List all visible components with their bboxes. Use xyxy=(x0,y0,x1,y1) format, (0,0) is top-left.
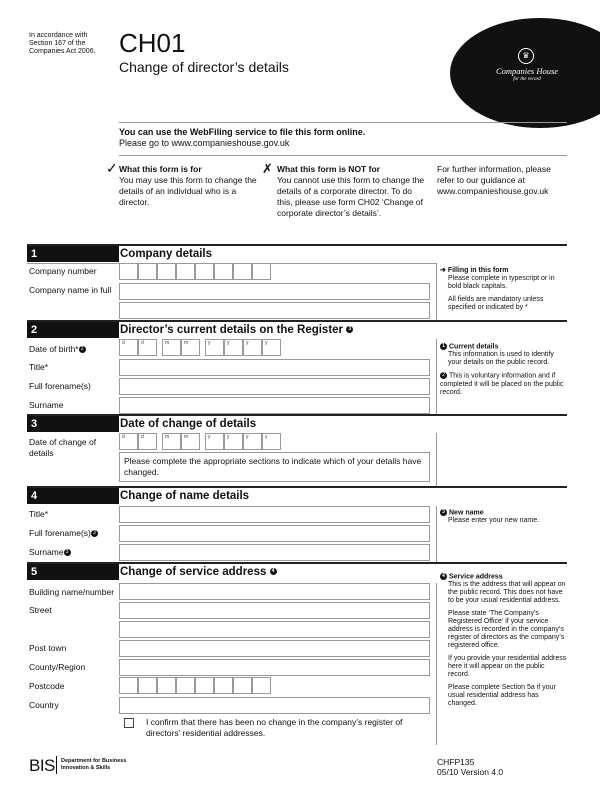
dob-input[interactable] xyxy=(119,339,281,356)
section-1-title: Company details xyxy=(120,248,213,260)
company-name-input[interactable] xyxy=(119,283,430,300)
char-cell[interactable] xyxy=(195,677,214,694)
digit-cell[interactable] xyxy=(214,263,233,280)
digit-cell[interactable] xyxy=(176,263,195,280)
date-cell[interactable]: d xyxy=(138,339,157,356)
char-cell[interactable] xyxy=(214,677,233,694)
note-filling-text: Please complete in typescript or in bold black capitals. xyxy=(448,275,555,290)
note-new-name-text: Please enter your new name. xyxy=(448,517,540,525)
note-filling-title xyxy=(440,267,567,275)
char-cell[interactable] xyxy=(176,677,195,694)
webfiling-heading: You can use the WebFiling service to file this form online. xyxy=(119,127,366,137)
new-forenames-label-text: Full forename(s) xyxy=(29,528,91,538)
forenames-input[interactable] xyxy=(119,378,430,395)
country-label: Country xyxy=(29,700,59,710)
note-mandatory-text: All fields are mandatory unless specified or indicated by * xyxy=(448,296,544,311)
section-3-title: Date of change of details xyxy=(120,418,257,430)
not-for-text: You cannot use this form to change the details of a corporate director. To do this, please use form CH02 ‘Change of corporate director’s details’. xyxy=(277,175,425,218)
new-forenames-input[interactable] xyxy=(119,525,430,542)
section-2-number: 2 xyxy=(27,322,119,338)
marker-4: 4 xyxy=(270,568,277,575)
date-cell[interactable]: y xyxy=(205,433,224,450)
date-cell[interactable]: d xyxy=(119,433,138,450)
change-date-label: Date of change of details xyxy=(29,437,97,458)
note-new-name xyxy=(440,509,567,525)
not-for-block xyxy=(277,164,427,219)
no-change-checkbox[interactable] xyxy=(124,718,134,728)
country-input[interactable] xyxy=(119,697,430,714)
date-cell[interactable]: y xyxy=(262,433,281,450)
note-service-text4: Please complete Section 5a if your usual residential address has changed. xyxy=(448,684,556,708)
marker-3: 3 xyxy=(91,530,98,537)
digit-cell[interactable] xyxy=(157,263,176,280)
confirm-text: I confirm that there has been no change in the company’s register of directors’ residential addresses. xyxy=(146,717,403,738)
section-2-title-text: Director’s current details on the Register xyxy=(120,324,344,336)
is-for-block xyxy=(119,164,261,208)
logo-divider xyxy=(56,756,57,774)
date-cell[interactable]: y xyxy=(262,339,281,356)
is-for-text: You may use this form to change the details of an individual who is a director. xyxy=(119,175,257,207)
title-input[interactable] xyxy=(119,359,430,376)
form-code-footer: CHFP135 xyxy=(437,757,475,767)
date-cell[interactable]: d xyxy=(138,433,157,450)
new-surname-label-text: Surname xyxy=(29,547,64,557)
building-label: Building name/number xyxy=(29,587,115,597)
company-number-label: Company number xyxy=(29,266,97,276)
section-1-number: 1 xyxy=(27,246,119,262)
char-cell[interactable] xyxy=(119,677,138,694)
new-forenames-label xyxy=(29,528,100,539)
company-number-input[interactable] xyxy=(119,263,271,280)
note-new-name-title xyxy=(440,509,567,517)
bis-logo: BIS xyxy=(29,756,55,775)
new-surname-label xyxy=(29,547,73,558)
note-service-text3: If you provide your residential address here it will appear on the public record. xyxy=(448,655,567,679)
department-line1: Department for Business xyxy=(61,758,127,764)
section-5-number: 5 xyxy=(27,564,119,580)
date-cell[interactable]: y xyxy=(205,339,224,356)
divider xyxy=(119,155,567,156)
date-cell[interactable]: y xyxy=(224,433,243,450)
street-label: Street xyxy=(29,605,52,615)
char-cell[interactable] xyxy=(138,677,157,694)
digit-cell[interactable] xyxy=(119,263,138,280)
divider xyxy=(436,433,437,486)
cross-icon: ✗ xyxy=(262,161,273,176)
form-code: CH01 xyxy=(119,28,186,58)
marker-4: 4 xyxy=(440,573,447,580)
note-service-text1: This is the address that will appear on the public record. This does not have to be your usual residential address. xyxy=(448,581,566,605)
marker-3: 3 xyxy=(440,509,447,516)
change-instruction: Please complete the appropriate sections to indicate which of your details have changed. xyxy=(119,452,430,482)
surname-input[interactable] xyxy=(119,397,430,414)
company-name-label: Company name in full xyxy=(29,285,112,295)
new-surname-input[interactable] xyxy=(119,544,430,561)
note-service xyxy=(440,573,567,708)
date-cell[interactable]: m xyxy=(181,339,200,356)
marker-3: 3 xyxy=(64,549,71,556)
digit-cell[interactable] xyxy=(252,263,271,280)
note-new-name-title-text: New name xyxy=(449,509,484,517)
section-4-number: 4 xyxy=(27,488,119,504)
postcode-label: Postcode xyxy=(29,681,65,691)
is-for-title: What this form is for xyxy=(119,164,202,174)
date-cell[interactable]: m xyxy=(162,339,181,356)
note-current-title xyxy=(440,343,567,351)
date-cell[interactable]: m xyxy=(162,433,181,450)
note-service-title-text: Service address xyxy=(449,573,503,581)
marker-2: 2 xyxy=(79,346,86,353)
info-text: For further information, please refer to our guidance at www.companieshouse.gov.uk xyxy=(437,164,551,196)
dob-label-text: Date of birth* xyxy=(29,344,79,354)
date-cell[interactable]: y xyxy=(243,433,262,450)
date-cell[interactable]: y xyxy=(243,339,262,356)
digit-cell[interactable] xyxy=(195,263,214,280)
char-cell[interactable] xyxy=(233,677,252,694)
marker-2: 2 xyxy=(440,372,447,379)
title-label: Title* xyxy=(29,362,49,372)
building-input[interactable] xyxy=(119,583,430,600)
surname-label: Surname xyxy=(29,400,64,410)
section-5-title xyxy=(120,564,279,580)
county-input[interactable] xyxy=(119,659,430,676)
check-icon: ✓ xyxy=(106,160,118,176)
county-label: County/Region xyxy=(29,662,86,672)
char-cell[interactable] xyxy=(157,677,176,694)
new-title-label: Title* xyxy=(29,509,49,519)
note-voluntary-text: This is voluntary information and if completed it will be placed on the public record. xyxy=(440,372,564,396)
section-3-number: 3 xyxy=(27,416,119,432)
note-service-text2: Please state ‘The Company’s Registered Office’ if your service address is recorded in the company’s register of directors as the company’s registered office. xyxy=(448,610,565,650)
legal-reference: In accordance with Section 167 of the Companies Act 2006. xyxy=(29,32,96,55)
section-2-title xyxy=(120,322,355,338)
not-for-title: What this form is NOT for xyxy=(277,164,380,174)
note-filling-title-text: Filling in this form xyxy=(447,267,509,274)
posttown-label: Post town xyxy=(29,643,67,653)
marker-3: 3 xyxy=(346,326,353,333)
department-name xyxy=(61,758,126,772)
digit-cell[interactable] xyxy=(233,263,252,280)
divider xyxy=(436,339,437,414)
crest-icon: ♛ xyxy=(518,48,534,64)
divider xyxy=(436,506,437,562)
form-title: Change of director’s details xyxy=(119,59,289,75)
dob-label xyxy=(29,344,88,355)
street-input-line2[interactable] xyxy=(119,621,430,638)
form-version: 05/10 Version 4.0 xyxy=(437,767,504,777)
posttown-input[interactable] xyxy=(119,640,430,657)
note-current-text: This information is used to identify your details on the public record. xyxy=(448,351,554,367)
webfiling-link[interactable]: Please go to www.companieshouse.gov.uk xyxy=(119,138,290,148)
section-5-title-text: Change of service address xyxy=(120,566,267,578)
postcode-input[interactable] xyxy=(119,677,271,694)
digit-cell[interactable] xyxy=(138,263,157,280)
note-current-title-text: Current details xyxy=(449,343,499,351)
note-service-title xyxy=(440,573,567,581)
date-cell[interactable]: m xyxy=(181,433,200,450)
date-cell[interactable]: d xyxy=(119,339,138,356)
logo-text: Companies House xyxy=(495,66,559,76)
street-input[interactable] xyxy=(119,602,430,619)
company-name-input-line2[interactable] xyxy=(119,302,430,319)
arrow-icon: ➔ xyxy=(440,267,448,274)
char-cell[interactable] xyxy=(252,677,271,694)
date-cell[interactable]: y xyxy=(224,339,243,356)
divider xyxy=(119,122,567,123)
section-4-title: Change of name details xyxy=(120,490,250,502)
note-current xyxy=(440,343,567,397)
forenames-label: Full forename(s) xyxy=(29,381,91,391)
note-filling xyxy=(440,267,567,312)
note-voluntary xyxy=(440,372,567,396)
new-title-input[interactable] xyxy=(119,506,430,523)
department-line2: Innovation & Skills xyxy=(61,765,111,771)
logo-subtext: for the record xyxy=(513,77,541,82)
marker-1: 1 xyxy=(440,343,447,350)
divider xyxy=(436,583,437,745)
divider xyxy=(436,263,437,320)
change-date-input[interactable] xyxy=(119,433,281,450)
